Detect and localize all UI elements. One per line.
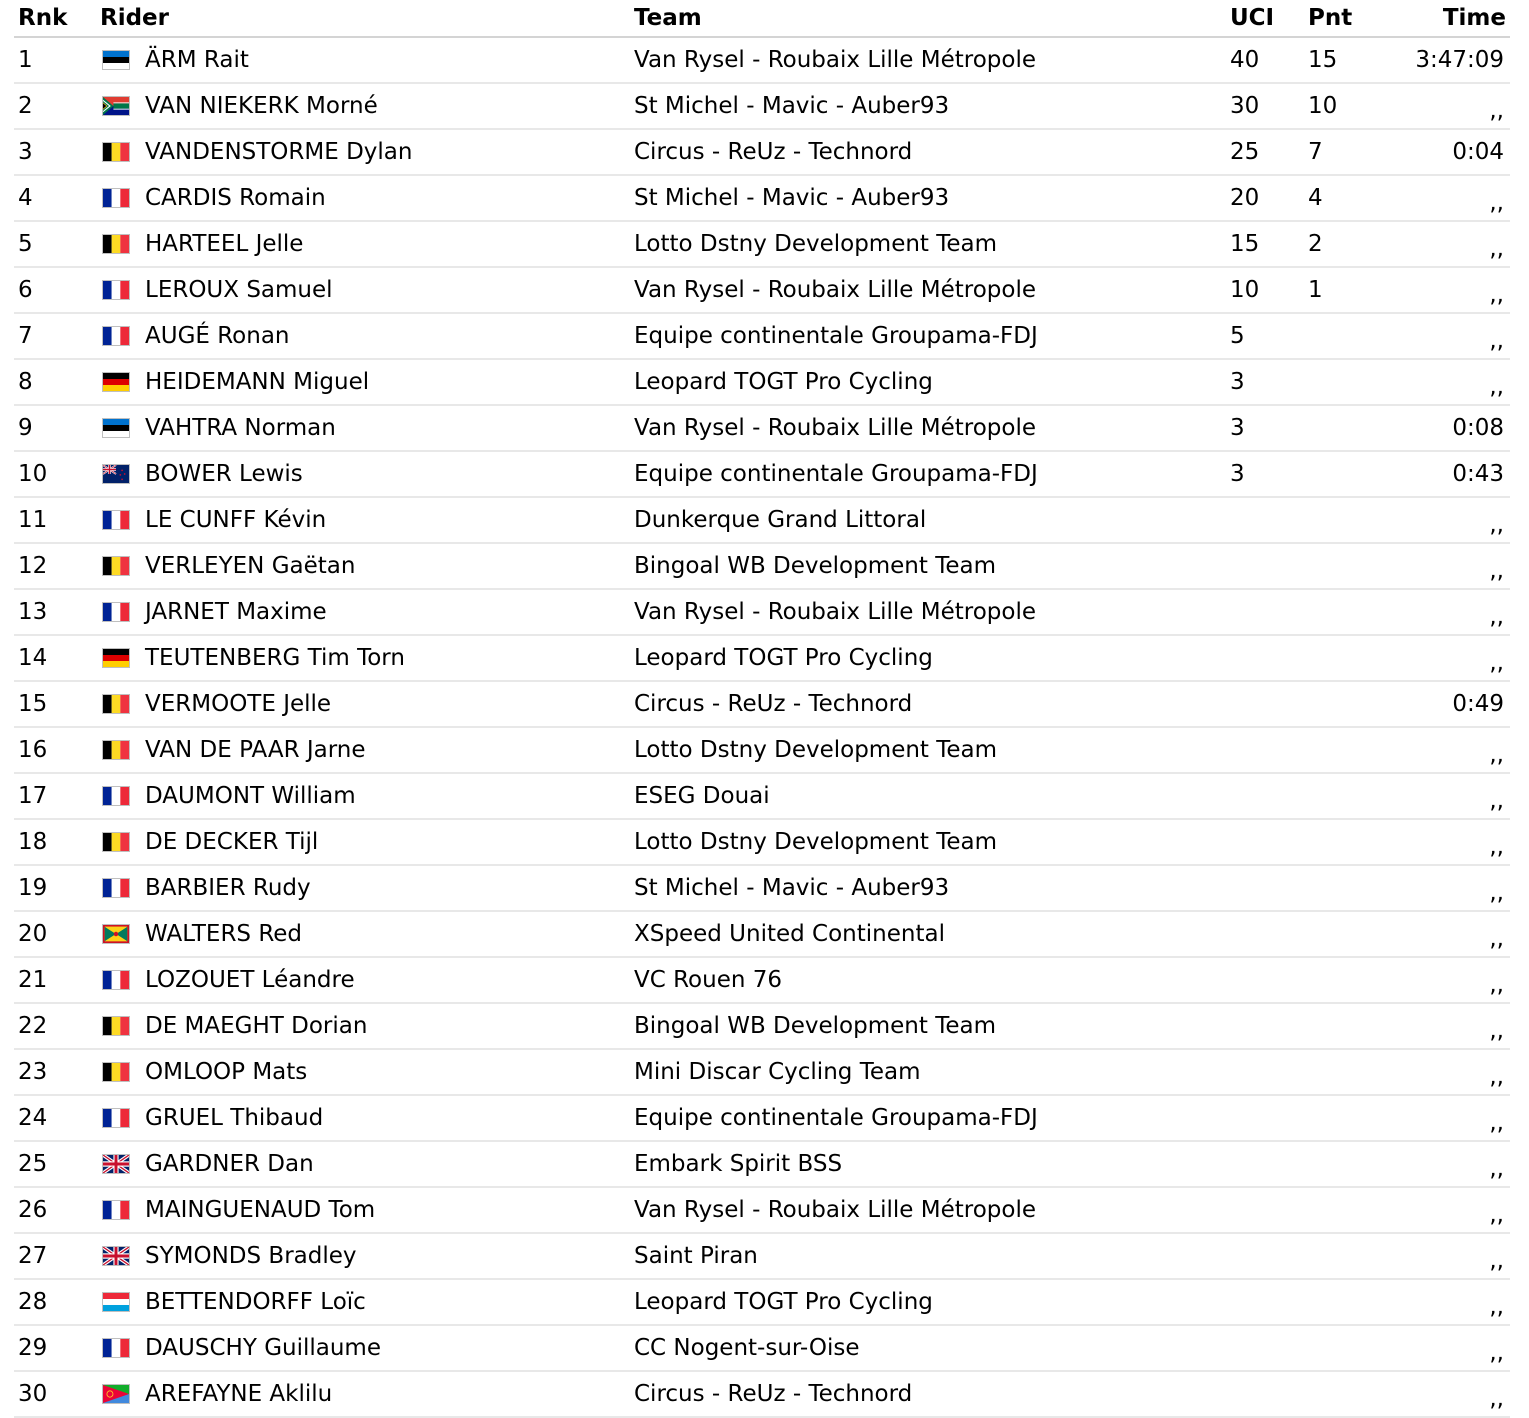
belgium-flag-icon (102, 694, 130, 714)
france-flag-icon (102, 878, 130, 898)
france-flag-icon (102, 510, 130, 530)
team-link[interactable]: XSpeed United Continental (634, 921, 945, 947)
time-cell: ,, (1489, 972, 1504, 998)
table-row (14, 498, 1510, 544)
team-link[interactable]: Leopard TOGT Pro Cycling (634, 369, 933, 395)
team-link[interactable]: Van Rysel - Roubaix Lille Métropole (634, 47, 1037, 73)
table-row (14, 360, 1510, 406)
rider-link[interactable]: JARNET Maxime (145, 599, 327, 625)
uci-cell: 5 (1230, 323, 1245, 349)
belgium-flag-icon (102, 1062, 130, 1082)
time-cell: ,, (1489, 742, 1504, 768)
rider-link[interactable]: VERMOOTE Jelle (145, 691, 332, 717)
rider-link[interactable]: VANDENSTORME Dylan (145, 139, 413, 165)
table-row (14, 38, 1510, 84)
rank-cell: 16 (18, 737, 48, 763)
grenada-flag-icon (102, 924, 130, 944)
points-cell: 10 (1308, 93, 1338, 119)
table-header (14, 0, 1510, 38)
rider-link[interactable]: BARBIER Rudy (145, 875, 311, 901)
eritrea-flag-icon (102, 1384, 130, 1404)
new-zealand-flag-icon (102, 464, 130, 484)
time-cell: ,, (1489, 236, 1504, 262)
table-row (14, 176, 1510, 222)
rank-cell: 13 (18, 599, 48, 625)
germany-flag-icon (102, 372, 130, 392)
time-cell: ,, (1489, 880, 1504, 906)
rank-cell: 23 (18, 1059, 48, 1085)
uci-cell: 40 (1230, 47, 1260, 73)
points-cell: 1 (1308, 277, 1323, 303)
rank-cell: 6 (18, 277, 33, 303)
united-kingdom-flag-icon (102, 1154, 130, 1174)
table-row (14, 1188, 1510, 1234)
rider-link[interactable]: AUGÉ Ronan (145, 323, 290, 349)
rider-link[interactable]: HARTEEL Jelle (145, 231, 304, 257)
table-row (14, 590, 1510, 636)
rider-link[interactable]: BOWER Lewis (145, 461, 303, 487)
table-row (14, 314, 1510, 360)
france-flag-icon (102, 1108, 130, 1128)
rider-link[interactable]: GRUEL Thibaud (145, 1105, 324, 1131)
team-link[interactable]: Bingoal WB Development Team (634, 1013, 996, 1039)
estonia-flag-icon (102, 418, 130, 438)
table-row (14, 1234, 1510, 1280)
france-flag-icon (102, 280, 130, 300)
rank-cell: 20 (18, 921, 48, 947)
team-link[interactable]: Mini Discar Cycling Team (634, 1059, 921, 1085)
rider-link[interactable]: VAN NIEKERK Morné (145, 93, 378, 119)
france-flag-icon (102, 326, 130, 346)
uci-cell: 30 (1230, 93, 1260, 119)
table-row (14, 1326, 1510, 1372)
time-cell: ,, (1489, 1110, 1504, 1136)
header-uci[interactable]: UCI (1230, 5, 1275, 31)
rank-cell: 4 (18, 185, 33, 211)
uci-cell: 10 (1230, 277, 1260, 303)
rank-cell: 29 (18, 1335, 48, 1361)
belgium-flag-icon (102, 142, 130, 162)
header-time[interactable]: Time (1442, 5, 1506, 31)
rider-link[interactable]: CARDIS Romain (145, 185, 326, 211)
time-cell: 0:49 (1452, 691, 1504, 717)
belgium-flag-icon (102, 832, 130, 852)
team-link[interactable]: VC Rouen 76 (634, 967, 783, 993)
results-table (14, 0, 1510, 1418)
rank-cell: 22 (18, 1013, 48, 1039)
rider-link[interactable]: GARDNER Dan (145, 1151, 314, 1177)
rider-link[interactable]: BETTENDORFF Loïc (145, 1289, 366, 1315)
team-link[interactable]: Van Rysel - Roubaix Lille Métropole (634, 415, 1037, 441)
uci-cell: 3 (1230, 369, 1245, 395)
rider-link[interactable]: DAUSCHY Guillaume (145, 1335, 381, 1361)
rider-link[interactable]: VERLEYEN Gaëtan (145, 553, 356, 579)
team-link[interactable]: Equipe continentale Groupama-FDJ (634, 461, 1038, 487)
rank-cell: 21 (18, 967, 48, 993)
rank-cell: 24 (18, 1105, 48, 1131)
points-cell: 7 (1308, 139, 1323, 165)
uci-cell: 3 (1230, 415, 1245, 441)
time-cell: ,, (1489, 1156, 1504, 1182)
rider-link[interactable]: VAN DE PAAR Jarne (145, 737, 366, 763)
rank-cell: 19 (18, 875, 48, 901)
table-row (14, 1096, 1510, 1142)
rider-link[interactable]: WALTERS Red (145, 921, 303, 947)
rider-link[interactable]: LOZOUET Léandre (145, 967, 355, 993)
time-cell: ,, (1489, 1248, 1504, 1274)
uci-cell: 3 (1230, 461, 1245, 487)
uci-cell: 15 (1230, 231, 1260, 257)
rank-cell: 25 (18, 1151, 48, 1177)
rank-cell: 27 (18, 1243, 48, 1269)
team-link[interactable]: Lotto Dstny Development Team (634, 829, 998, 855)
table-row (14, 406, 1510, 452)
rider-link[interactable]: LE CUNFF Kévin (145, 507, 327, 533)
rank-cell: 14 (18, 645, 48, 671)
team-link[interactable]: St Michel - Mavic - Auber93 (634, 875, 950, 901)
team-link[interactable]: St Michel - Mavic - Auber93 (634, 93, 950, 119)
time-cell: ,, (1489, 190, 1504, 216)
time-cell: ,, (1489, 834, 1504, 860)
table-row (14, 1142, 1510, 1188)
team-link[interactable]: Equipe continentale Groupama-FDJ (634, 323, 1038, 349)
rank-cell: 3 (18, 139, 33, 165)
table-row (14, 452, 1510, 498)
uci-cell: 25 (1230, 139, 1260, 165)
time-cell: 0:08 (1452, 415, 1504, 441)
rider-link[interactable]: OMLOOP Mats (145, 1059, 308, 1085)
time-cell: ,, (1489, 604, 1504, 630)
table-row (14, 1004, 1510, 1050)
rider-link[interactable]: MAINGUENAUD Tom (145, 1197, 376, 1223)
rider-link[interactable]: ÄRM Rait (145, 47, 249, 73)
team-link[interactable]: Lotto Dstny Development Team (634, 737, 998, 763)
belgium-flag-icon (102, 556, 130, 576)
time-cell: ,, (1489, 374, 1504, 400)
team-link[interactable]: Van Rysel - Roubaix Lille Métropole (634, 599, 1037, 625)
rider-link[interactable]: LEROUX Samuel (145, 277, 333, 303)
germany-flag-icon (102, 648, 130, 668)
team-link[interactable]: Dunkerque Grand Littoral (634, 507, 927, 533)
time-cell: 3:47:09 (1415, 47, 1504, 73)
table-row (14, 130, 1510, 176)
table-row (14, 682, 1510, 728)
points-cell: 2 (1308, 231, 1323, 257)
time-cell: ,, (1489, 1294, 1504, 1320)
rank-cell: 11 (18, 507, 48, 533)
table-row (14, 268, 1510, 314)
points-cell: 15 (1308, 47, 1338, 73)
time-cell: ,, (1489, 1202, 1504, 1228)
time-cell: ,, (1489, 926, 1504, 952)
team-link[interactable]: Embark Spirit BSS (634, 1151, 843, 1177)
rider-link[interactable]: DE MAEGHT Dorian (145, 1013, 368, 1039)
rider-link[interactable]: DAUMONT William (145, 783, 356, 809)
team-link[interactable]: Circus - ReUz - Technord (634, 691, 913, 717)
rank-cell: 12 (18, 553, 48, 579)
france-flag-icon (102, 786, 130, 806)
rank-cell: 28 (18, 1289, 48, 1315)
table-body (14, 38, 1510, 1418)
time-cell: ,, (1489, 1340, 1504, 1366)
team-link[interactable]: Van Rysel - Roubaix Lille Métropole (634, 277, 1037, 303)
team-link[interactable]: Leopard TOGT Pro Cycling (634, 645, 933, 671)
table-row (14, 820, 1510, 866)
table-row (14, 728, 1510, 774)
team-link[interactable]: St Michel - Mavic - Auber93 (634, 185, 950, 211)
rank-cell: 7 (18, 323, 33, 349)
team-link[interactable]: CC Nogent-sur-Oise (634, 1335, 860, 1361)
rider-link[interactable]: VAHTRA Norman (145, 415, 336, 441)
team-link[interactable]: Leopard TOGT Pro Cycling (634, 1289, 933, 1315)
table-row (14, 774, 1510, 820)
time-cell: ,, (1489, 328, 1504, 354)
table-row (14, 1280, 1510, 1326)
rank-cell: 10 (18, 461, 48, 487)
table-row (14, 1372, 1510, 1418)
rank-cell: 18 (18, 829, 48, 855)
time-cell: 0:43 (1452, 461, 1504, 487)
rider-link[interactable]: AREFAYNE Aklilu (145, 1381, 333, 1407)
table-row (14, 866, 1510, 912)
team-link[interactable]: ESEG Douai (634, 783, 770, 809)
belgium-flag-icon (102, 740, 130, 760)
south-africa-flag-icon (102, 96, 130, 116)
rank-cell: 15 (18, 691, 48, 717)
team-link[interactable]: Van Rysel - Roubaix Lille Métropole (634, 1197, 1037, 1223)
points-cell: 4 (1308, 185, 1323, 211)
france-flag-icon (102, 602, 130, 622)
header-pnt[interactable]: Pnt (1308, 5, 1353, 31)
table-row (14, 636, 1510, 682)
table-row (14, 1050, 1510, 1096)
time-cell: ,, (1489, 1064, 1504, 1090)
united-kingdom-flag-icon (102, 1246, 130, 1266)
rank-cell: 5 (18, 231, 33, 257)
table-row (14, 912, 1510, 958)
team-link[interactable]: Equipe continentale Groupama-FDJ (634, 1105, 1038, 1131)
team-link[interactable]: Circus - ReUz - Technord (634, 1381, 913, 1407)
table-row (14, 544, 1510, 590)
rider-link[interactable]: TEUTENBERG Tim Torn (145, 645, 405, 671)
team-link[interactable]: Lotto Dstny Development Team (634, 231, 998, 257)
belgium-flag-icon (102, 234, 130, 254)
header-rnk[interactable]: Rnk (18, 5, 68, 31)
rank-cell: 1 (18, 47, 33, 73)
time-cell: ,, (1489, 1386, 1504, 1412)
table-row (14, 958, 1510, 1004)
france-flag-icon (102, 1338, 130, 1358)
header-rider[interactable]: Rider (100, 5, 169, 31)
rank-cell: 9 (18, 415, 33, 441)
rank-cell: 8 (18, 369, 33, 395)
belgium-flag-icon (102, 1016, 130, 1036)
team-link[interactable]: Circus - ReUz - Technord (634, 139, 913, 165)
table-row (14, 84, 1510, 130)
time-cell: ,, (1489, 650, 1504, 676)
time-cell: 0:04 (1452, 139, 1504, 165)
time-cell: ,, (1489, 788, 1504, 814)
rank-cell: 17 (18, 783, 48, 809)
france-flag-icon (102, 970, 130, 990)
france-flag-icon (102, 188, 130, 208)
luxembourg-flag-icon (102, 1292, 130, 1312)
estonia-flag-icon (102, 50, 130, 70)
time-cell: ,, (1489, 558, 1504, 584)
rank-cell: 26 (18, 1197, 48, 1223)
time-cell: ,, (1489, 512, 1504, 538)
rank-cell: 2 (18, 93, 33, 119)
uci-cell: 20 (1230, 185, 1260, 211)
france-flag-icon (102, 1200, 130, 1220)
rider-link[interactable]: SYMONDS Bradley (145, 1243, 357, 1269)
rank-cell: 30 (18, 1381, 48, 1407)
rider-link[interactable]: DE DECKER Tijl (145, 829, 319, 855)
rider-link[interactable]: HEIDEMANN Miguel (145, 369, 370, 395)
table-row (14, 222, 1510, 268)
time-cell: ,, (1489, 98, 1504, 124)
time-cell: ,, (1489, 1018, 1504, 1044)
team-link[interactable]: Bingoal WB Development Team (634, 553, 996, 579)
team-link[interactable]: Saint Piran (634, 1243, 758, 1269)
time-cell: ,, (1489, 282, 1504, 308)
header-team[interactable]: Team (634, 5, 702, 31)
